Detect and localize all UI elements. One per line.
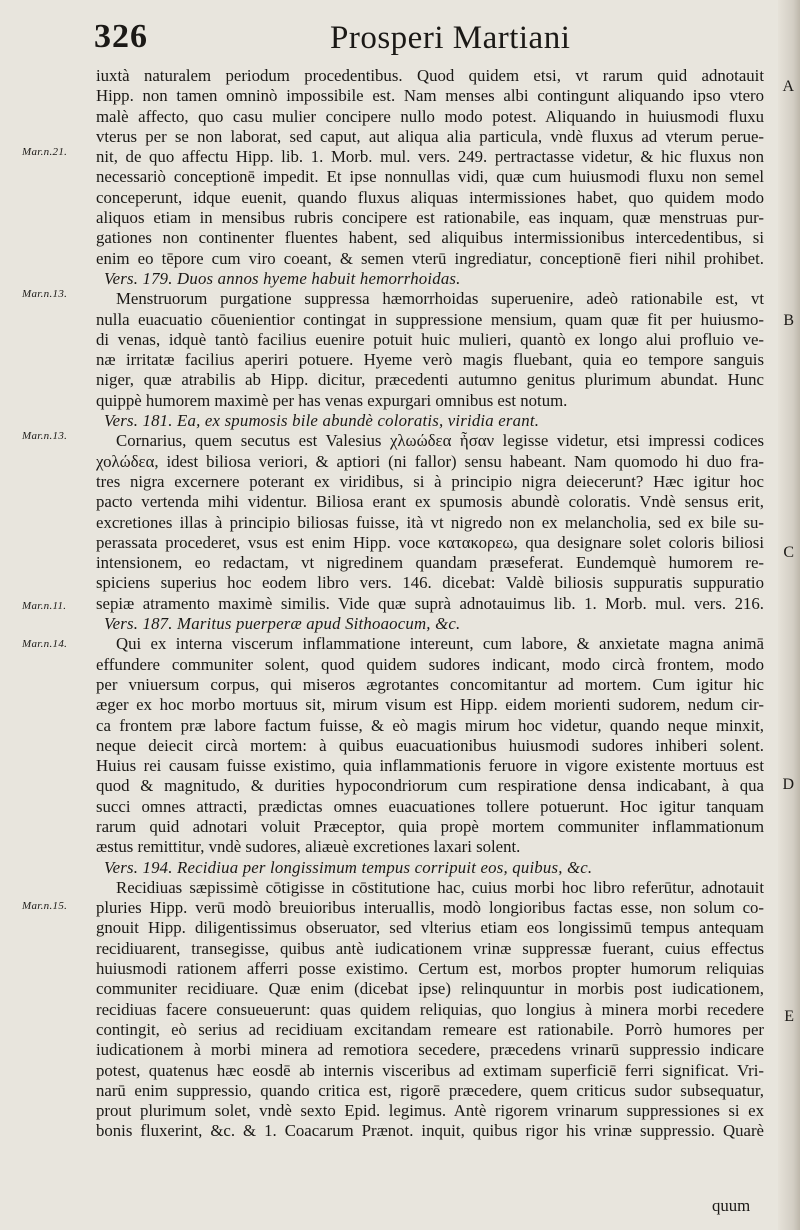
text-line: neque deiecit circà mortem: à quibus euacuationibus huiusmodi sudores inhiberi solent. [96, 735, 764, 755]
page-number: 326 [94, 18, 148, 55]
text-line: gationes non continenter fluentes habent, sed aliquibus intermissionibus intercedentibus, si [96, 228, 764, 248]
text-line: iudicationem à morbi minera ad remotiora secedere, præcedens vrinarū suppressio indicare [96, 1040, 764, 1060]
text-line: per vniuersum corpus, qui miseros ægrotantes concomitantur ad mortem. Cum igitur hic [96, 674, 764, 694]
section-letter: B [783, 312, 794, 329]
text-line: effundere communiter solent, quod quidem sudores indicant, modo circà frontem, modo [96, 654, 764, 674]
text-line: spiciens superius hoc eodem libro vers. 146. dicebat: Valdè biliosis suppuratis suppuratio [96, 573, 764, 593]
text-line: perassata procederet, vsus est enim Hipp. voce κατακορεω, qua designare solet coloris biliosi [96, 532, 764, 552]
text-line: prout plurimum solet, vndè sexto Epid. legimus. Antè rigorem vrinarum suppressiones si ex [96, 1101, 764, 1121]
body-text [96, 66, 764, 1142]
side-note: Mar.n.15. [22, 900, 68, 912]
text-line: excretiones illas à principio biliosas fuisse, ità vt nigredo non ex melancholia, sed ex bile su- [96, 512, 764, 532]
verse-heading: Vers. 194. Recidiua per longissimum tempus corripuit eos, quibus, &c. [104, 857, 593, 877]
text-line: æger ex hoc morbo mortuus sit, mirum visum est Hipp. eidem morienti sudorem, nedum cir- [96, 695, 764, 715]
text-line: potest, quatenus hæc eosdē ab internis visceribus ad extimam superficiē ferri significat. Vri- [96, 1060, 764, 1080]
text-line: næ irritatæ facilius aperiri potuere. Hyeme verò magis fluebant, quia eo tempore sanguis [96, 350, 764, 370]
text-line: sepiæ atramento maximè similis. Vide quæ suprà adnotauimus lib. 1. Morb. mul. vers. 216. [96, 593, 764, 613]
text-line: pacto vertenda mihi videntur. Biliosa erant ex spumosis abundè coloratis. Vndè sensus erit, [96, 492, 764, 512]
text-line: quod & magnitudo, & durities hypocondriorum cum respiratione densa indicabant, à qua [96, 776, 764, 796]
text-line: tres nigra excernere poterant ex viridibus, si à principio nigra deiecerunt? Hæc igitur hoc [96, 471, 764, 491]
text-line: Recidiuas sæpissimè cōtigisse in cōstitutione hac, cuius morbi hoc libro referūtur, adnotauit [116, 877, 764, 897]
text-line: communiter recidiuare. Quæ enim (dicebat ipse) relinquuntur in morbis post iudicationem, [96, 979, 764, 999]
text-line: malè affecto, quo casu mulier concipere nullo modo potest. Aliquando in huiusmodi fluxu [96, 106, 764, 126]
verse-heading: Vers. 179. Duos annos hyeme habuit hemorrhoidas. [104, 268, 461, 288]
page-edge [778, 0, 800, 1230]
verse-heading: Vers. 187. Maritus puerperæ apud Sithoaocum, &c. [104, 614, 461, 634]
text-line: nit, de quo affectu Hipp. lib. 1. Morb. mul. vers. 249. pertractasse videtur, & hic fluxus non [96, 147, 764, 167]
text-line: gnouit Hipp. diligentissimus obseruator, sed vlterius etiam eos longissimū tempus antequam [96, 918, 764, 938]
text-line: vterus per se non laborat, sed caput, aut aliqua alia particula, vndè fluxus ad vterum perue- [96, 126, 764, 146]
section-letter: E [784, 1008, 794, 1025]
text-line: nulla euacuatio cōuenientior contingat in suppressione mensium, quam quæ fit per huiusmo- [96, 309, 764, 329]
text-line: Cornarius, quem secutus est Valesius χλωώδεα ἦσαν legisse videtur, etsi impressi codices [116, 431, 764, 451]
text-line: di venas, idquè tantò facilius euenire potuit huic mulieri, quantò ex longo alui profluio ve- [96, 329, 764, 349]
text-line: conceperunt, idque euenit, quando fluxus aliquas intermissiones habet, quo quidem modo [96, 187, 764, 207]
side-note: Mar.n.21. [22, 146, 68, 158]
text-line: enim eo tēpore cum viro coeant, & semen vterū ingrediatur, conceptionē fieri nihil prohibet. [96, 248, 764, 268]
text-line: iuxtà naturalem periodum procedentibus. Quod quidem etsi, vt rarum quid adnotauit [96, 66, 764, 85]
section-letter: A [782, 78, 794, 95]
text-line: narū enim suppressio, quando critica est, rigorē præcedere, quem criticus sudor subsequatur, [96, 1080, 764, 1100]
text-line: intensionem, eo redactam, vt nigredinem quandam præseferat. Eundemquè humorem re- [96, 553, 764, 573]
text-line: contingit, eò serius ad recidiuam excitandam remeare est rationabile. Porrò humores per [96, 1019, 764, 1039]
text-line: ca frontem præ labore factum fuisse, & eò magis mirum hoc videtur, quando neque minxit, [96, 715, 764, 735]
text-line: Qui ex interna viscerum inflammatione intereunt, cum labore, & anxietate magna animā [116, 634, 764, 654]
catchword: quum [712, 1196, 751, 1215]
text-line: niger, quæ atrabilis ab Hipp. dicitur, præcedenti autumno genitus plurimum abundat. Hunc [96, 370, 764, 390]
text-line: rarum quid adnotari voluit Præceptor, quia propè mortem communiter inflammationum [96, 816, 764, 836]
text-line: Huius rei causam fuisse existimo, quia inflammationis feruore in vigore existente mortuus est [96, 756, 764, 776]
text-line: huiusmodi rationem afferri posse existimo. Certum est, morbos propter humorum reliquias [96, 959, 764, 979]
text-line: necessariò conceptionē impedit. Et ipse nonnullas vidi, quæ cum huiusmodi fluxu non semel [96, 167, 764, 187]
side-note: Mar.n.13. [22, 288, 68, 300]
side-note: Mar.n.11. [22, 600, 67, 612]
text-line: quippè humorem maximè per has venas expurgari omnibus est notum. [96, 390, 568, 410]
text-line: aliquos etiam in mensibus rubris concipere est rationabile, eas inquam, quæ menstruas pur- [96, 208, 764, 228]
text-line: succi omnes attracti, prædictas omnes euacuationes tollere potuerunt. Hoc igitur tanquam [96, 796, 764, 816]
text-line: χολώδεα, idest biliosa veriori, & aptiori (ni fallor) sensu habeant. Nam quomodo hi duo fra- [96, 451, 764, 471]
section-letter: D [782, 776, 794, 793]
running-head: Prosperi Martiani [330, 20, 571, 56]
text-line: recidiuarent, transegisse, quibus antè iudicationem vrinæ suppressæ fuerant, cuius effectus [96, 938, 764, 958]
text-line: pluries Hipp. verū modò breuioribus interuallis, modò longioribus factas esse, non solum co- [96, 898, 764, 918]
text-line: Hipp. non tamen omninò impossibile est. Nam menses albi contingunt aliquando ipso vtero [96, 86, 764, 106]
section-letter: C [783, 544, 794, 561]
text-line: bonis fluxerint, &c. & 1. Coacarum Prænot. inquit, quibus rigor his vrinæ suppressio. Quarè [96, 1121, 764, 1141]
verse-heading: Vers. 181. Ea, ex spumosis bile abundè coloratis, viridia erant. [104, 411, 540, 431]
side-note: Mar.n.13. [22, 430, 68, 442]
text-line: recidiuas facere consueuerunt: quas quidem reliquias, quo longius à minera morbi recedere [96, 999, 764, 1019]
side-note: Mar.n.14. [22, 638, 68, 650]
text-line: Menstruorum purgatione suppressa hæmorrhoidas superuenire, adeò rationabile est, vt [116, 289, 764, 309]
page-header [0, 18, 800, 62]
text-line: æstus remittitur, vndè sudores, aliæuè excretiones laxari solent. [96, 837, 521, 857]
